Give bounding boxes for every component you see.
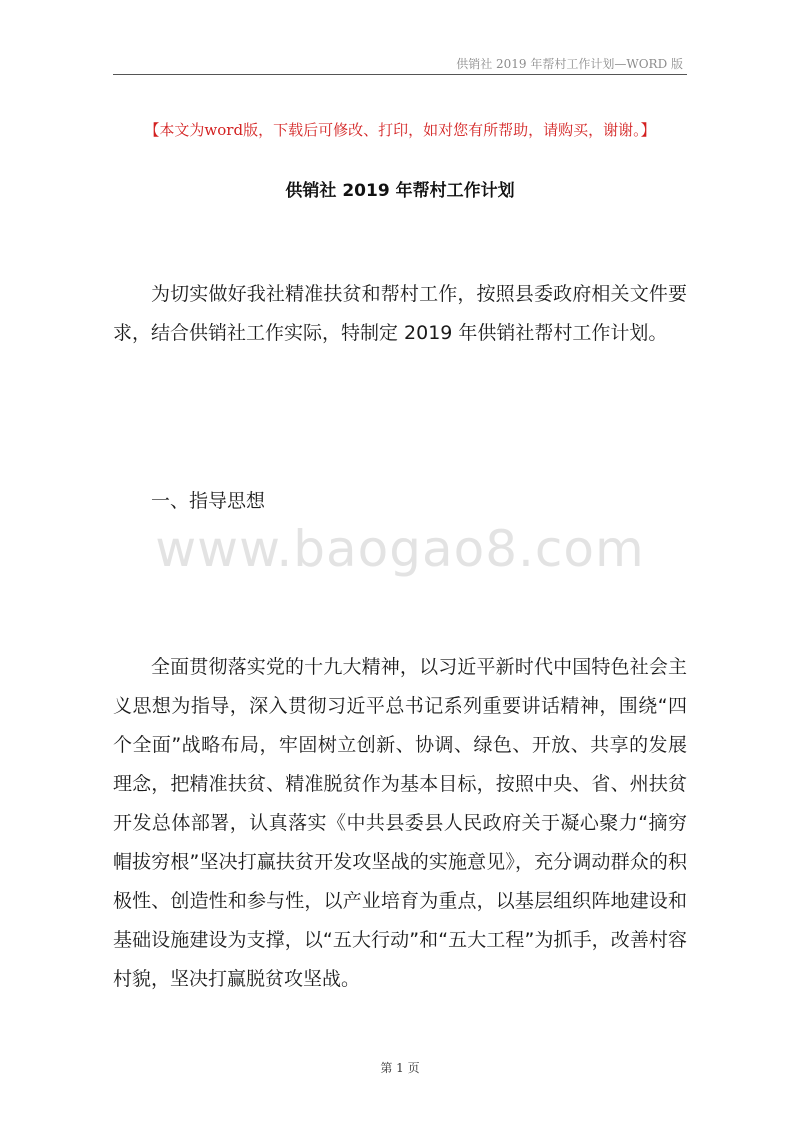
page-number: 第 1 页	[380, 1061, 420, 1075]
purchase-notice: 【本文为word版，下载后可修改、打印，如对您有所帮助，请购买，谢谢。】	[144, 121, 656, 139]
watermark: www.baogao8.com	[155, 520, 645, 578]
document-title: 供销社 2019 年帮村工作计划	[285, 181, 515, 201]
section-body-paragraph: 全面贯彻落实党的十九大精神，以习近平新时代中国特色社会主义思想为指导，深入贯彻习近平总书记系列重要讲话精神，围绕“四个全面”战略布局，牢固树立创新、协调、绿色、开放、共享的发展理念，把精准扶贫、精准脱贫作为基本目标，按照中央、省、州扶贫开发总体部署，认真落实《中共县委县人民政府关于凝心聚力“摘穷帽拔穷根”坚决打赢扶贫开发攻坚战的实施意见》，充分调动群众的积极性、创造性和参与性，以产业培育为重点，以基层组织阵地建设和基础设施建设为支撑，以“五大行动”和“五大工程”为抓手，改善村容村貌，坚决打赢脱贫攻坚战。	[113, 656, 687, 990]
header-divider	[113, 74, 687, 75]
section-heading-guiding-ideology: 一、指导思想	[151, 490, 266, 512]
running-header: 供销社 2019 年帮村工作计划—WORD 版	[456, 57, 683, 71]
intro-paragraph: 为切实做好我社精准扶贫和帮村工作，按照县委政府相关文件要求，结合供销社工作实际，特制定 2019 年供销社帮村工作计划。	[113, 283, 687, 344]
